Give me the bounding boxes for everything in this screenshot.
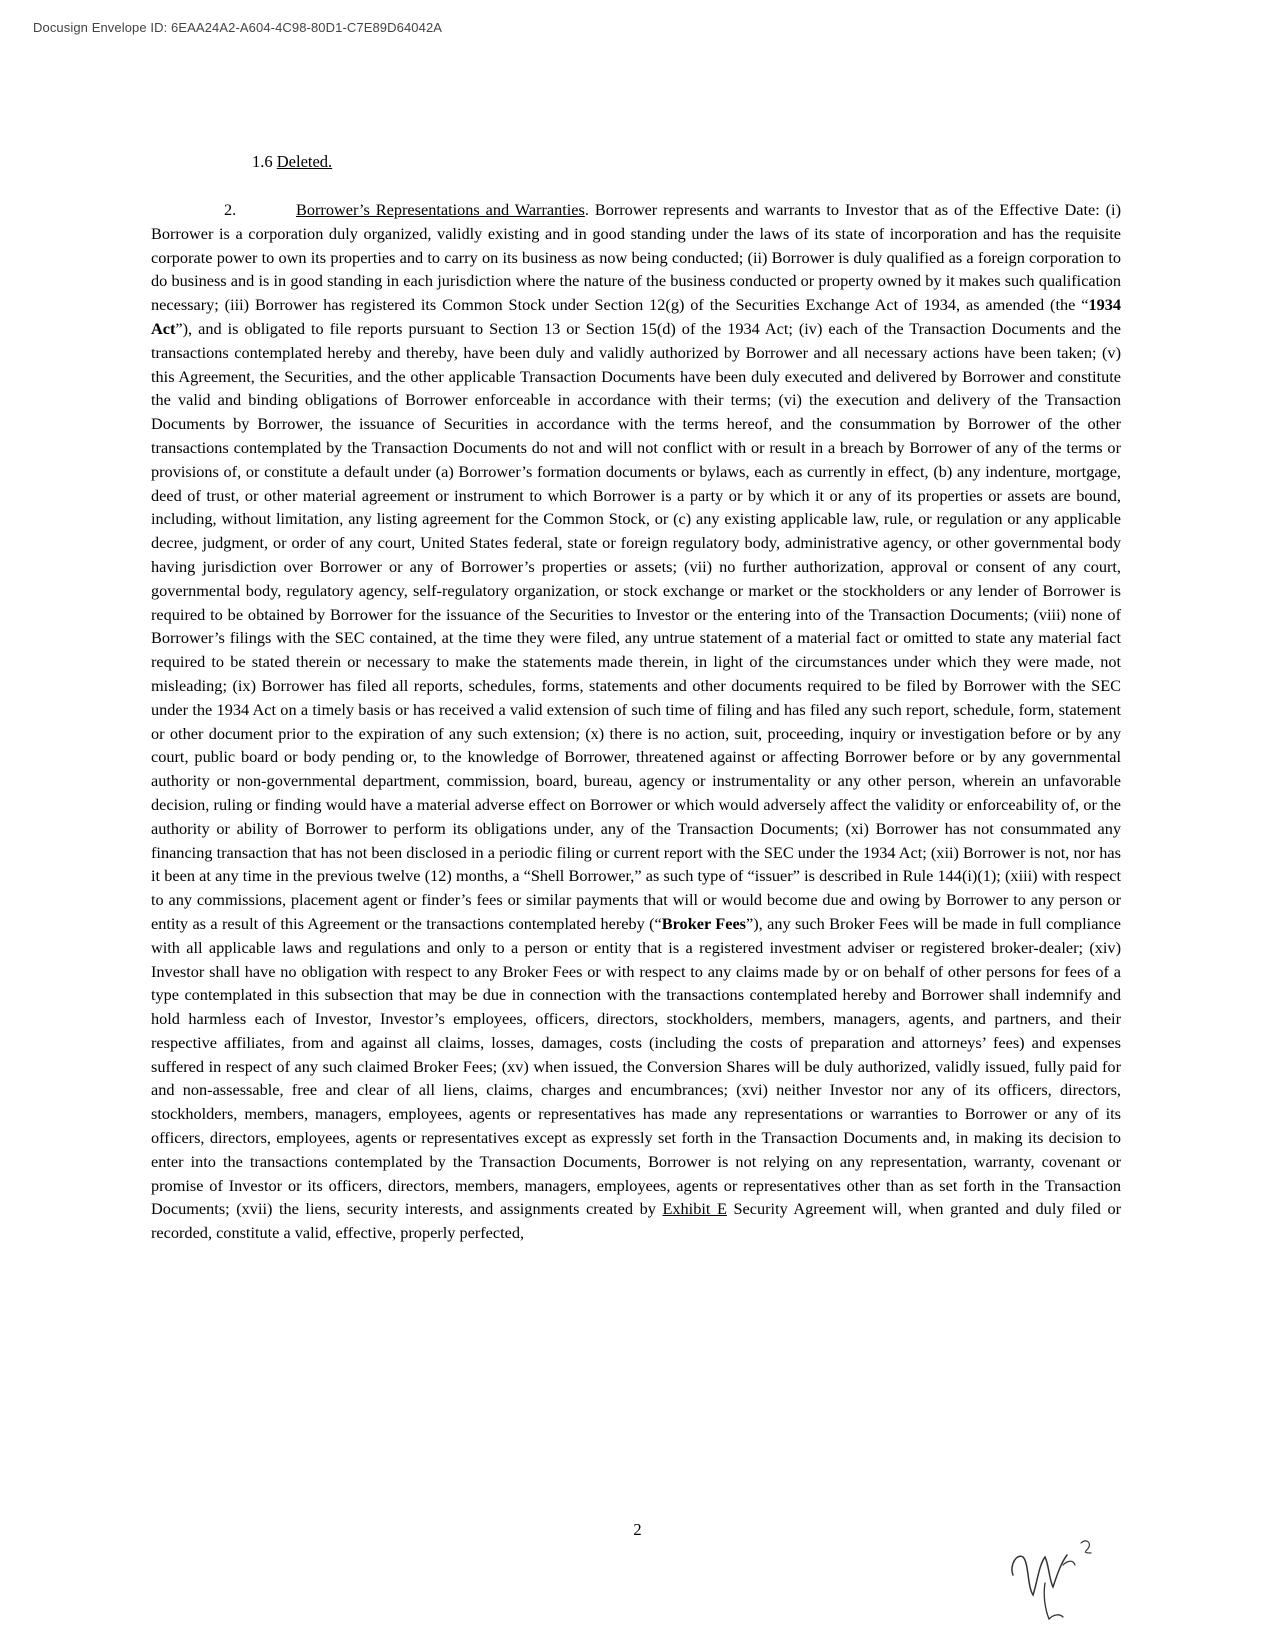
section-2-title: Borrower’s Representations and Warranties (296, 200, 585, 219)
section-2-text-a: . Borrower represents and warrants to Investor that as of the Effective Date: (i) Borrower is a corporation duly organized, validly existing and in good standing under the laws of its state of incorporation and has the requisite corporate power to own its properties and to carry on its business as now being conducted; (ii) Borrower is duly qualified as a foreign corporation to do business and is in good standing in each jurisdiction where the nature of the business conducted or property owned by it makes such qualification necessary; (iii) Borrower has registered its Common Stock under Section 12(g) of the Securities Exchange Act of 1934, as amended (the “ (151, 200, 1121, 315)
section-2-number: 2. (224, 200, 237, 219)
section-2-text-b: ”), and is obligated to file reports pursuant to Section 13 or Section 15(d) of the 1934 Act; (iv) each of the Transaction Documents and the transactions contemplated hereby and thereby, have been duly and validly authorized by Borrower and all necessary actions have been taken; (v) this Agreement, the Securities, and the other applicable Transaction Documents have been duly executed and delivered by Borrower and constitute the valid and binding obligations of Borrower enforceable in accordance with their terms; (vi) the execution and delivery of the Transaction Documents by Borrower, the issuance of Securities in accordance with the terms hereof, and the consummation by Borrower of the other transactions contemplated by the Transaction Documents do not and will not conflict with or result in a breach by Borrower of any of the terms or provisions of, or constitute a default under (a) Borrower’s formation documents or bylaws, each as currently in effect, (b) any indenture, mortgage, deed of trust, or other material agreement or instrument to which Borrower is a party or by which it or any of its properties or assets are bound, including, without limitation, any listing agreement for the Common Stock, or (c) any existing applicable law, rule, or regulation or any applicable decree, judgment, or order of any court, United States federal, state or foreign regulatory body, administrative agency, or other governmental body having jurisdiction over Borrower or any of Borrower’s properties or assets; (vii) no further authorization, approval or consent of any court, governmental body, regulatory agency, self-regulatory organization, or stock exchange or market or the stockholders or any lender of Borrower is required to be obtained by Borrower for the issuance of the Securities to Investor or the entering into of the Transaction Documents; (viii) none of Borrower’s filings with the SEC contained, at the time they were filed, any untrue statement of a material fact or omitted to state any material fact required to be stated therein or necessary to make the statements made therein, in light of the circumstances under which they were made, not misleading; (ix) Borrower has filed all reports, schedules, forms, statements and other documents required to be filed by Borrower with the SEC under the 1934 Act on a timely basis or has received a valid extension of such time of filing and has filed any such report, schedule, form, statement or other document prior to the expiration of any such extension; (x) there is no action, suit, proceeding, inquiry or investigation before or by any court, public board or body pending or, to the knowledge of Borrower, threatened against or affecting Borrower before or by any governmental authority or non-governmental department, commission, board, bureau, agency or instrumentality or any other person, wherein an unfavorable decision, ruling or finding would have a material adverse effect on Borrower or which would adversely affect the validity or enforceability of, or the authority or ability of Borrower to perform its obligations under, any of the Transaction Documents; (xi) Borrower has not consummated any financing transaction that has not been disclosed in a periodic filing or current report with the SEC under the 1934 Act; (xii) Borrower is not, nor has it been at any time in the previous twelve (12) months, a “Shell Borrower,” as such type of “issuer” is described in Rule 144(i)(1); (xiii) with respect to any commissions, placement agent or finder’s fees or similar payments that will or would become due and owing by Borrower to any person or entity as a result of this Agreement or the transactions contemplated hereby (“ (151, 318, 1121, 933)
defined-term-1934-act: 1934 Act (151, 295, 1121, 338)
handwritten-initials-signature (1005, 1535, 1105, 1625)
page-number: 2 (633, 1520, 642, 1539)
exhibit-e-link: Exhibit E (662, 1199, 727, 1219)
section-2-paragraph (151, 198, 1121, 1245)
section-1-6-number: 1.6 (252, 152, 277, 171)
envelope-id: Docusign Envelope ID: 6EAA24A2-A604-4C98-80D1-C7E89D64042A (33, 20, 443, 35)
defined-term-broker-fees: Broker Fees (661, 913, 747, 933)
section-2-text-c: ”), any such Broker Fees will be made in full compliance with all applicable laws and regulations and only to a person or entity that is a registered investment adviser or registered broker-dealer; (xiv) Investor shall have no obligation with respect to any Broker Fees or with respect to any claims made by or on behalf of other persons for fees of a type contemplated in this subsection that may be due in connection with the transactions contemplated hereby and Borrower shall indemnify and hold harmless each of Investor, Investor’s employees, officers, directors, stockholders, members, managers, agents, and partners, and their respective affiliates, from and against all claims, losses, damages, costs (including the costs of preparation and attorneys’ fees) and expenses suffered in respect of any such claimed Broker Fees; (xv) when issued, the Conversion Shares will be duly authorized, validly issued, fully paid for and non-assessable, free and clear of all liens, claims, charges and encumbrances; (xvi) neither Investor nor any of its officers, directors, stockholders, members, managers, employees, agents or representatives has made any representations or warranties to Borrower or any of its officers, directors, employees, agents or representatives except as expressly set forth in the Transaction Documents and, in making its decision to enter into the transactions contemplated by the Transaction Documents, Borrower is not relying on any representation, warranty, covenant or promise of Investor or its officers, directors, members, managers, employees, agents or representatives other than as set forth in the Transaction Documents; (xvii) the liens, security interests, and assignments created by (151, 913, 1122, 1219)
section-1-6-heading (252, 152, 332, 172)
section-1-6-title: Deleted. (276, 152, 333, 171)
section-2-text-d: Security Agreement will, when granted and duly filed or recorded, constitute a valid, effective, properly perfected, (151, 1199, 1122, 1243)
